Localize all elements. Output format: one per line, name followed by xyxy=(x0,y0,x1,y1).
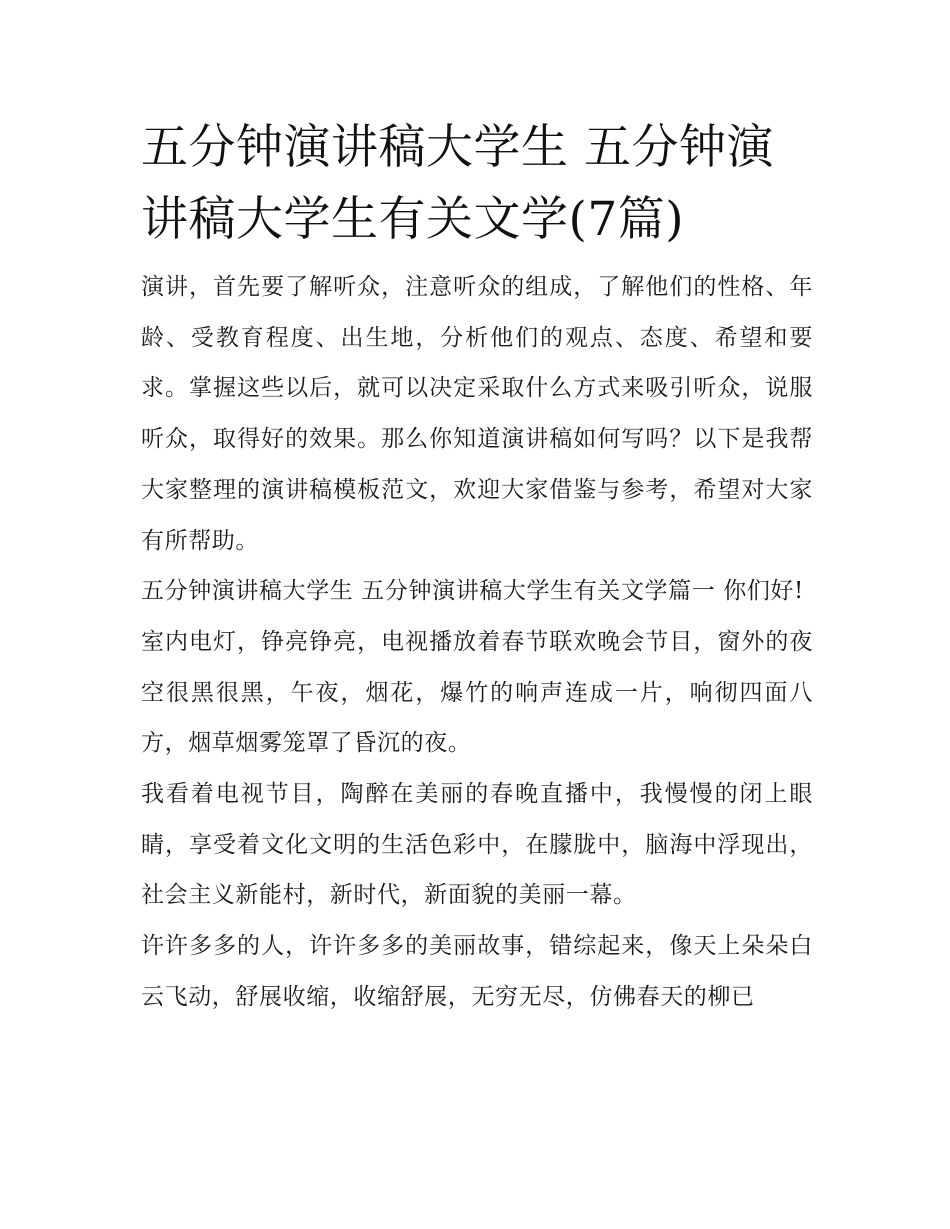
document-page xyxy=(141,112,813,1023)
paragraph-body-3: 许许多多的人，许许多多的美丽故事，错综起来，像天上朵朵白云飞动，舒展收缩，收缩舒展，无穷无尽，仿佛春天的柳已 xyxy=(141,933,813,1010)
paragraph-section-heading: 五分钟演讲稿大学生 五分钟演讲稿大学生有关文学篇一 你们好! xyxy=(141,578,804,605)
paragraph-body-2: 我看着电视节目，陶醉在美丽的春晚直播中，我慢慢的闭上眼睛，享受着文化文明的生活色彩中，在朦胧中，脑海中浮现出，社会主义新能村，新时代，新面貌的美丽一幕。 xyxy=(141,781,813,909)
paragraph-intro: 演讲，首先要了解听众，注意听众的组成，了解他们的性格、年龄、受教育程度、出生地，分析他们的观点、态度、希望和要求。掌握这些以后，就可以决定采取什么方式来吸引听众，说服听众，取得好的效果。那么你知道演讲稿如何写吗？以下是我帮大家整理的演讲稿模板范文，欢迎大家借鉴与参考，希望对大家有所帮助。 xyxy=(141,274,813,554)
document-title: 五分钟演讲稿大学生 五分钟演讲稿大学生有关文学(7篇) xyxy=(141,120,774,247)
paragraph-body-1: 室内电灯，铮亮铮亮，电视播放着春节联欢晚会节目，窗外的夜空很黑很黑，午夜，烟花，爆竹的响声连成一片，响彻四面八方，烟草烟雾笼罩了昏沉的夜。 xyxy=(141,628,813,757)
